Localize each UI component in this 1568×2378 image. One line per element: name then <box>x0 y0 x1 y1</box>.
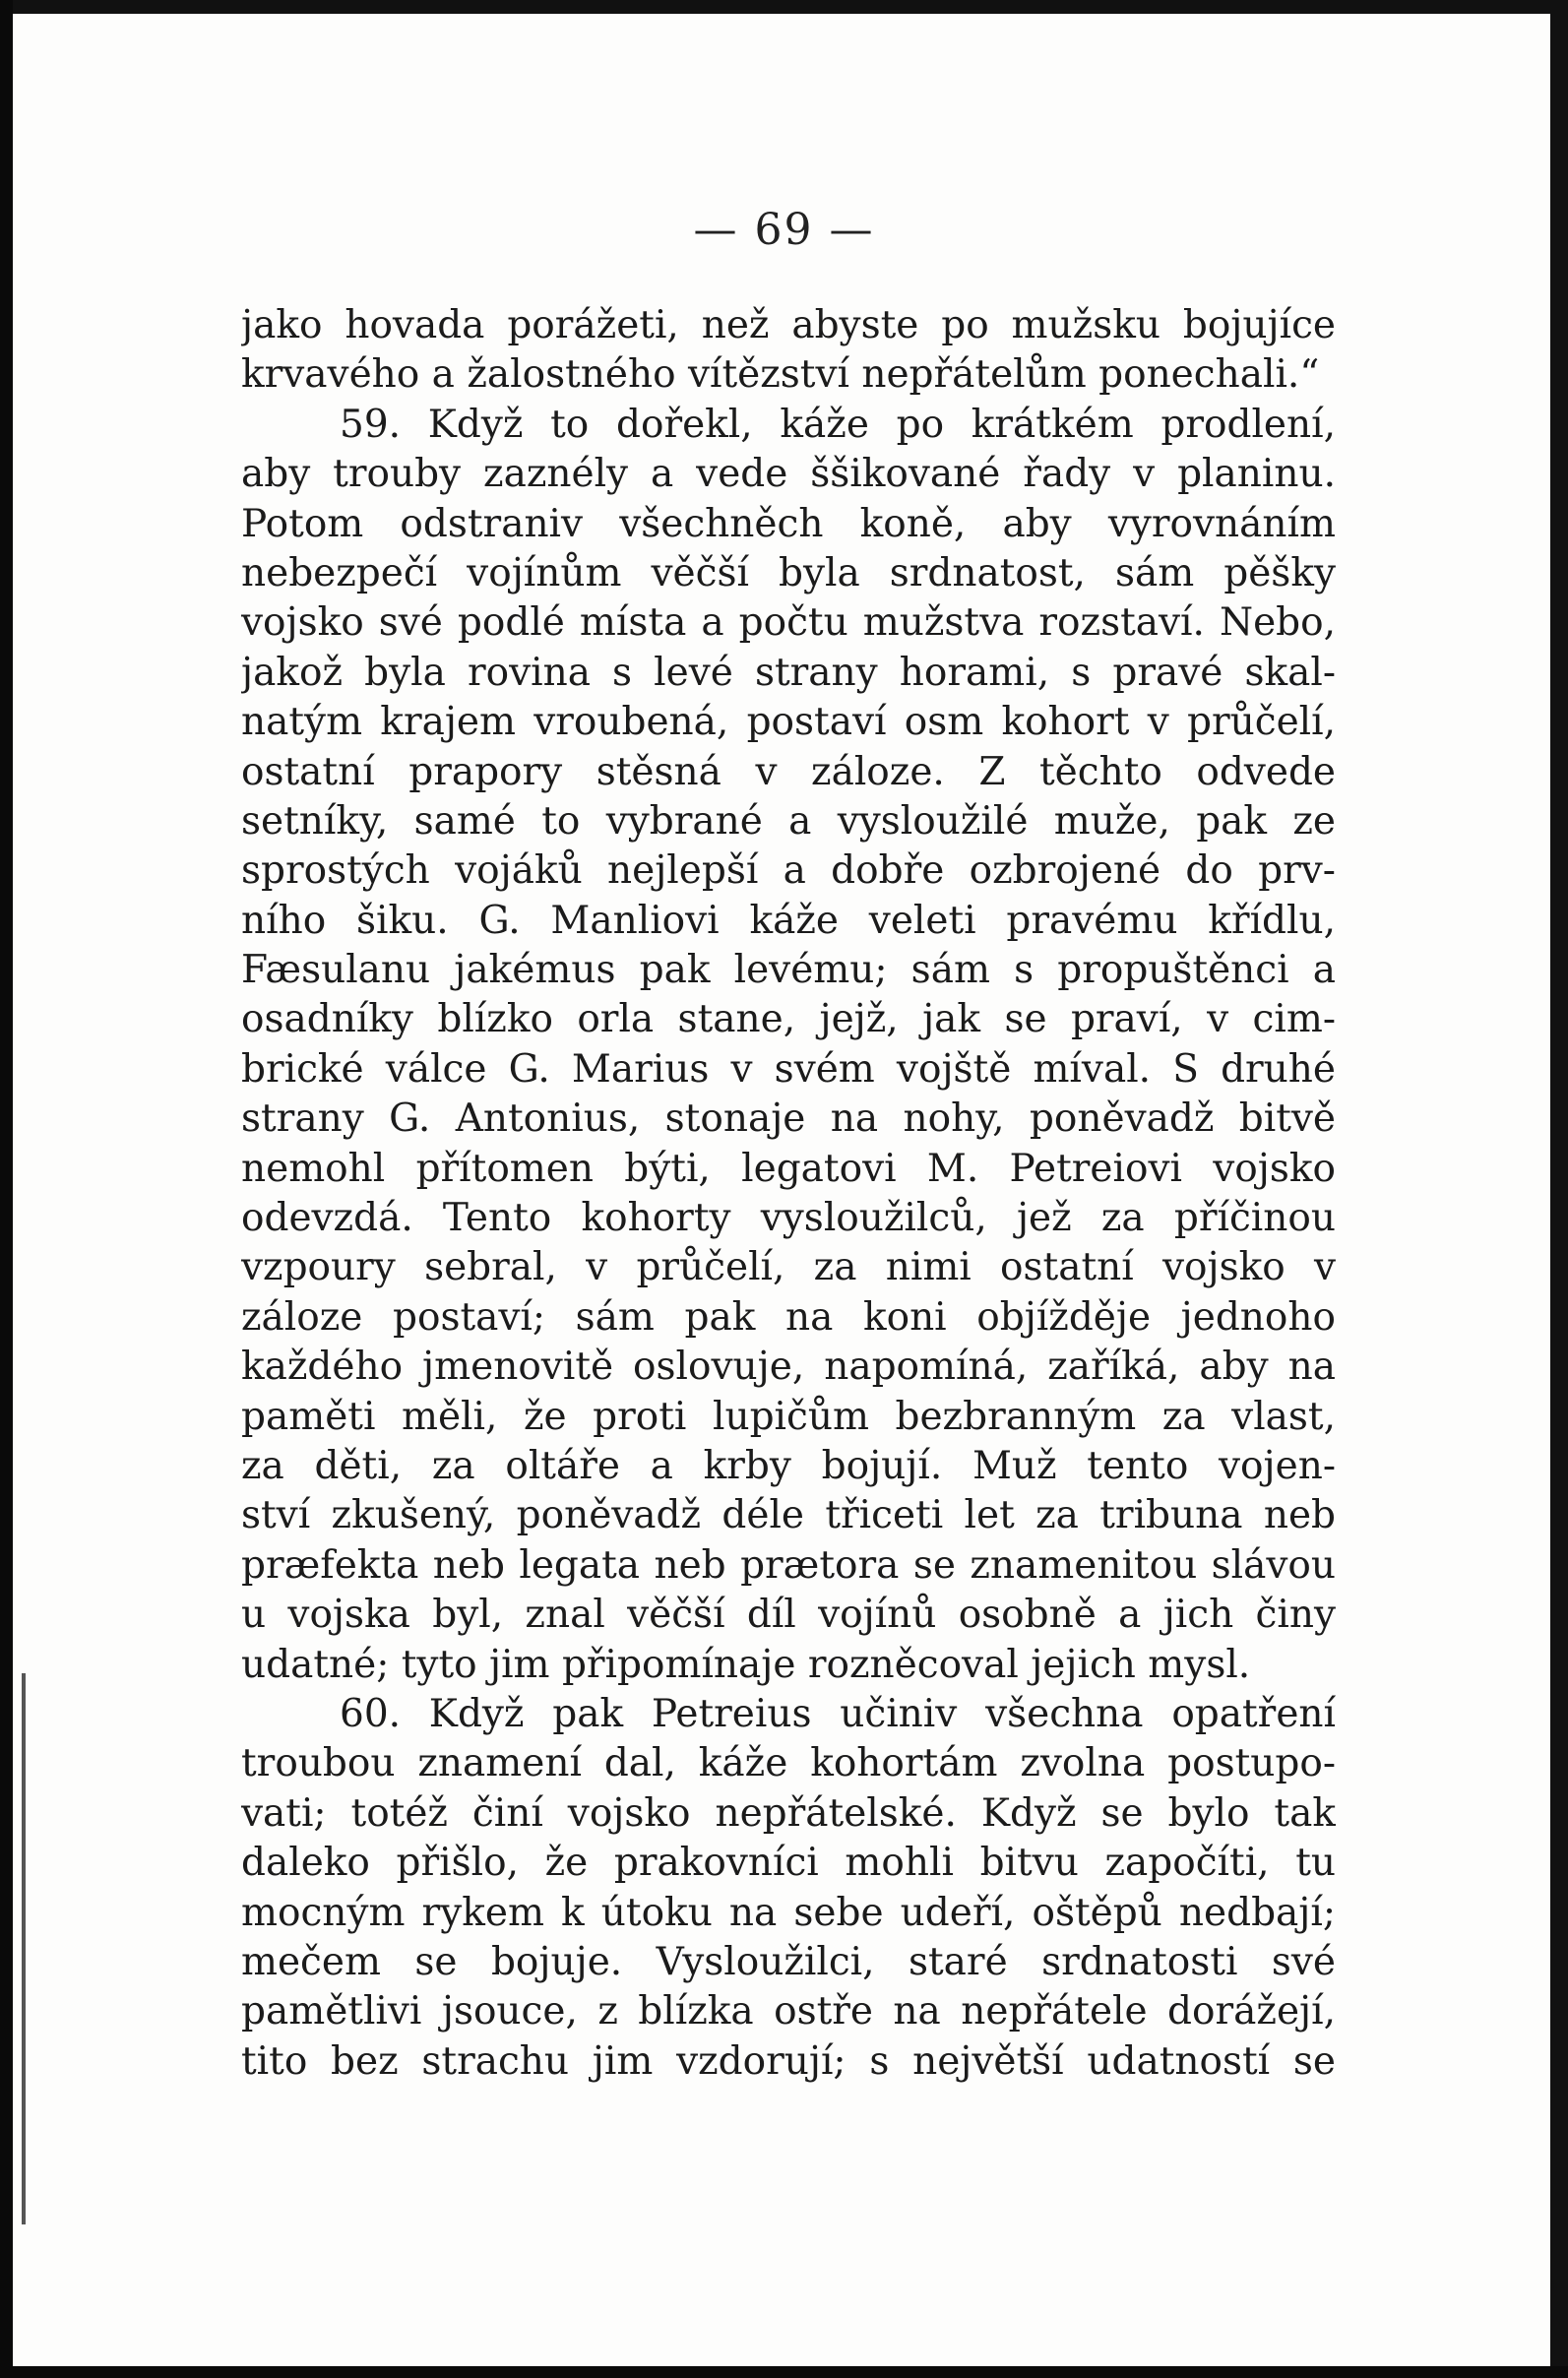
scan-border-top <box>0 0 1568 14</box>
text-line: 60. Když pak Petreius učiniv všechna opatření <box>340 1691 1336 1736</box>
text-line: odevzdá. Tento kohorty vysloužilců, jež za příčinou <box>241 1196 1336 1241</box>
text-line: troubou znamení dal, káže kohortám zvolna postupo- <box>241 1741 1336 1786</box>
text-line: strany G. Antonius, stonaje na nohy, poněvadž bitvě <box>241 1096 1336 1142</box>
text-line: ního šiku. G. Manliovi káže veleti pravému křídlu, <box>241 898 1336 943</box>
text-line: setníky, samé to vybrané a vysloužilé muže, pak ze <box>241 798 1336 844</box>
text-line: Fæsulanu jakémus pak levému; sám s propuštěnci a <box>241 948 1336 993</box>
text-line: natým krajem vroubená, postaví osm kohort v průčelí, <box>241 700 1336 745</box>
text-line: Potom odstraniv všechněch koně, aby vyrovnáním <box>241 501 1336 546</box>
scan-border-bottom <box>0 2366 1568 2378</box>
text-line: paměti měli, že proti lupičům bezbranným za vlast, <box>241 1394 1336 1439</box>
text-line: daleko přišlo, že prakovníci mohli bitvu započíti, tu <box>241 1841 1336 1886</box>
text-line: ostatní prapory stěsná v záloze. Z těchto odvede <box>241 749 1336 794</box>
scan-border-left <box>0 0 13 2378</box>
text-line: osadníky blízko orla stane, jejž, jak se praví, v cim- <box>241 997 1336 1042</box>
text-line: vojsko své podlé místa a počtu mužstva rozstaví. Nebo, <box>241 600 1336 646</box>
text-line: za děti, za oltáře a krby bojují. Muž tento vojen- <box>241 1443 1336 1488</box>
text-line: každého jmenovitě oslovuje, napomíná, zaříká, aby na <box>241 1345 1336 1390</box>
text-line: vzpoury sebral, v průčelí, za nimi ostatní vojsko v <box>241 1245 1336 1290</box>
text-line: præfekta neb legata neb prætora se znamenitou slávou <box>241 1542 1336 1588</box>
text-line: nemohl přítomen býti, legatovi M. Petreiovi vojsko <box>241 1146 1336 1191</box>
text-line: tito bez strachu jim vzdorují; s největší udatností se <box>241 2038 1336 2084</box>
body-text <box>241 301 1336 2087</box>
scan-border-right <box>1550 0 1568 2378</box>
text-line: mečem se bojuje. Vysloužilci, staré srdnatosti své <box>241 1939 1336 1984</box>
text-line: jakož byla rovina s levé strany horami, s pravé skal- <box>241 650 1336 695</box>
binding-shadow <box>22 1673 26 2224</box>
text-line: udatné; tyto jim připomínaje rozněcoval jejich mysl. <box>241 1642 1251 1687</box>
page-number: — 69 — <box>693 205 875 255</box>
text-line: aby trouby zaznély a vede ššikované řady v planinu. <box>241 452 1336 497</box>
text-line: 59. Když to dořekl, káže po krátkém prodlení, <box>340 402 1336 447</box>
text-line: jako hovada porážeti, než abyste po mužsku bojujíce <box>241 303 1336 347</box>
text-line: u vojska byl, znal věčší díl vojínů osobně a jich činy <box>241 1593 1336 1638</box>
text-line: ství zkušený, poněvadž déle třiceti let za tribuna neb <box>241 1493 1336 1538</box>
text-line: záloze postaví; sám pak na koni objížděje jednoho <box>241 1294 1336 1340</box>
text-line: krvavého a žalostného vítězství nepřátelům ponechali.“ <box>241 352 1320 398</box>
text-line: nebezpečí vojínům věčší byla srdnatost, sám pěšky <box>241 550 1336 595</box>
text-line: mocným rykem k útoku na sebe udeří, oštěpů nedbají; <box>241 1890 1336 1935</box>
text-line: sprostých vojáků nejlepší a dobře ozbrojené do prv- <box>241 848 1336 894</box>
text-line: brické válce G. Marius v svém vojště míval. S druhé <box>241 1046 1336 1092</box>
text-line: vati; totéž činí vojsko nepřátelské. Když se bylo tak <box>241 1790 1336 1836</box>
text-line: pamětlivi jsouce, z blízka ostře na nepřátele dorážejí, <box>241 1989 1336 2034</box>
